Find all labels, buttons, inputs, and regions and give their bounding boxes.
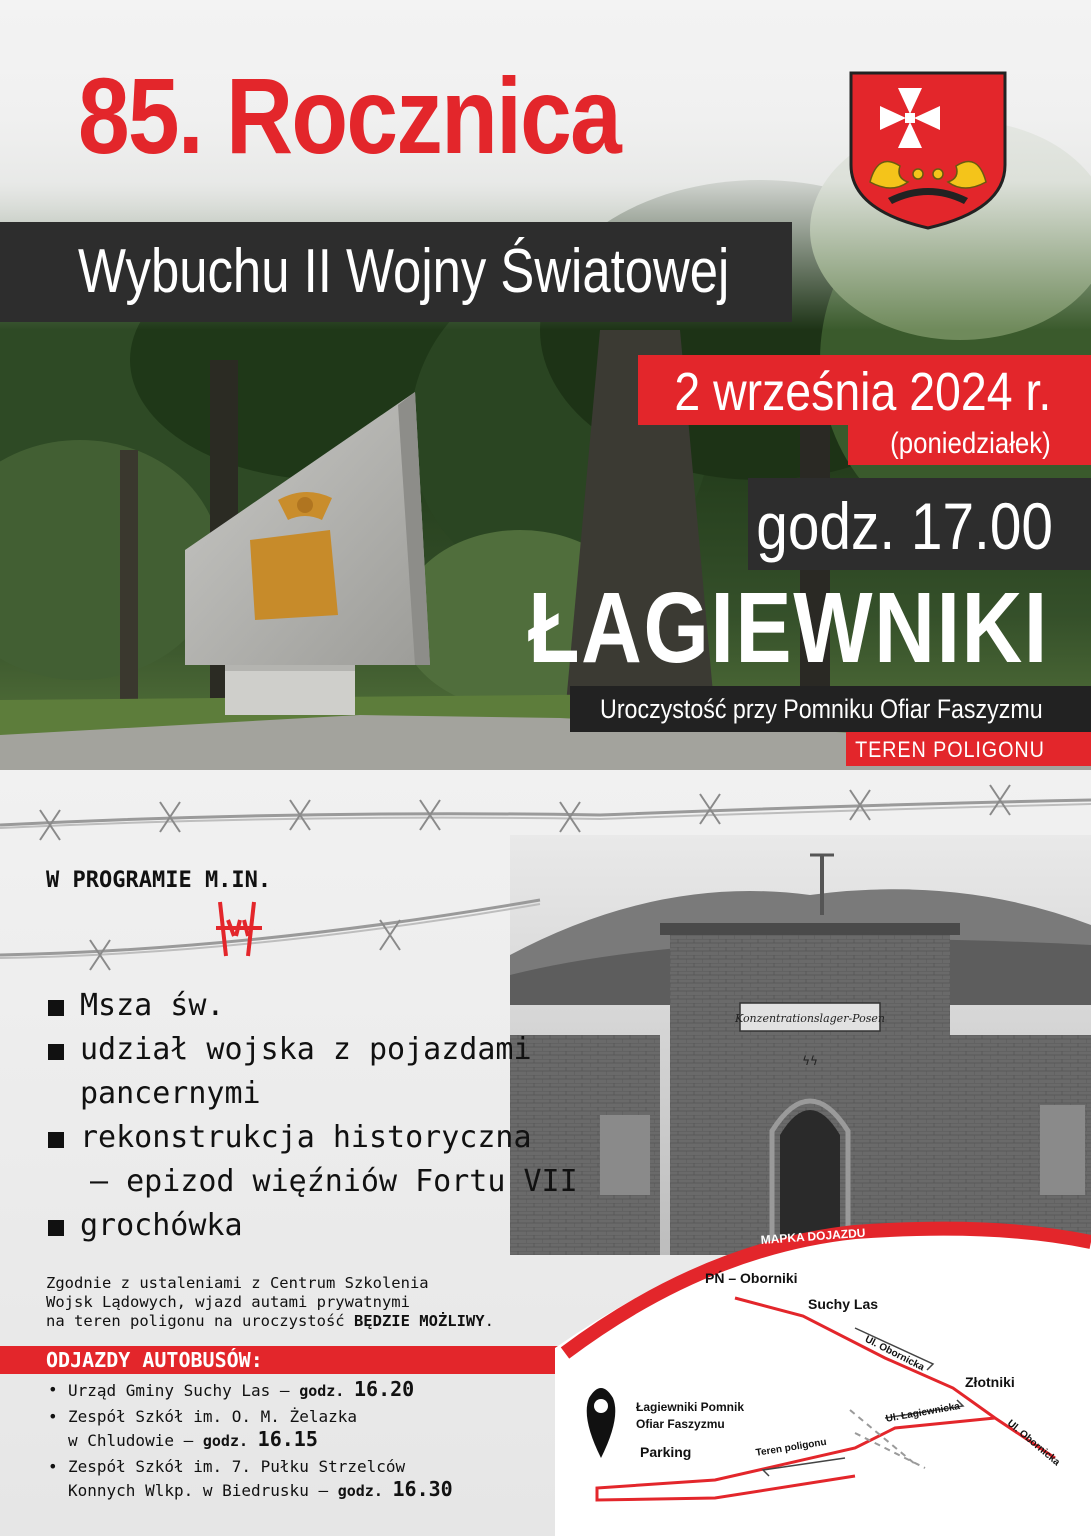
bus-item: • Urząd Gminy Suchy Las – godz. 16.20: [46, 1378, 453, 1403]
map-label-teren-poligonu: Teren poligonu: [755, 1436, 828, 1459]
program-item-text: udział wojska z pojazdami: [80, 1032, 532, 1067]
access-note: Zgodnie z ustaleniami z Centrum Szkolenia Wojsk Lądowych, wjazd autami prywatnymi na teren poligonu na uroczystość BĘDZIE MOŻLIWY.: [46, 1274, 494, 1330]
event-weekday: (poniedziałek): [890, 427, 1051, 460]
place-subtitle-band: [570, 686, 1091, 732]
weekday-box: [848, 425, 1091, 465]
map-label-ul-obornicka-2: Ul. Obornicka: [1004, 1418, 1062, 1469]
map-label-pn-oborniki: PŃ – Oborniki: [705, 1270, 798, 1286]
program-item: [48, 1204, 578, 1248]
map-label-zlotniki: Złotniki: [965, 1374, 1015, 1390]
map-label-ul-obornicka: Ul. Obornicka: [863, 1334, 926, 1374]
program-list: [48, 984, 578, 1248]
bus-list: [46, 1378, 453, 1505]
program-item-text-cont: – epizod więźniów Fortu VII: [90, 1164, 578, 1199]
bus-title-band: [0, 1346, 560, 1374]
program-item: [48, 1116, 578, 1204]
event-date: 2 września 2024 r.: [674, 362, 1051, 422]
coat-of-arms-icon: [848, 70, 1008, 230]
map-label-ul-lagiewnicka: Ul. Łagiewnicka: [885, 1400, 961, 1425]
place-subtitle: Uroczystość przy Pomniku Ofiar Faszyzmu: [600, 694, 1043, 724]
date-box: [638, 355, 1091, 425]
area-label: TEREN POLIGONU: [855, 737, 1045, 762]
anniversary-title: 85. Rocznica: [78, 55, 621, 176]
subtitle: Wybuchu II Wojny Światowej: [78, 237, 730, 306]
map-label-pomnik-2: Ofiar Faszyzmu: [636, 1417, 725, 1431]
map-title: MAPKA DOJAZDU: [760, 1225, 866, 1247]
subtitle-band: [0, 222, 792, 322]
program-item: [48, 1028, 578, 1116]
map-label-pomnik: Łagiewniki Pomnik: [636, 1400, 745, 1414]
event-place: ŁAGIEWNIKI: [528, 572, 1049, 684]
time-box: [748, 478, 1091, 570]
map-label-suchy-las: Suchy Las: [808, 1296, 879, 1312]
program-title: W PROGRAMIE M.IN.: [46, 868, 272, 893]
program-item-text: grochówka: [80, 1208, 243, 1243]
barbed-wire-icon: [214, 898, 264, 960]
program-item: [48, 984, 578, 1028]
program-item-text: Msza św.: [80, 988, 225, 1023]
area-badge: [846, 732, 1091, 766]
program-item-text-cont: pancernymi: [80, 1076, 261, 1111]
map-label-parking: Parking: [640, 1444, 692, 1460]
bus-item: • Zespół Szkół im. O. M. Żelazka w Chludowie – godz. 16.15: [46, 1405, 453, 1453]
bus-title: ODJAZDY AUTOBUSÓW:: [46, 1348, 263, 1372]
bus-item: • Zespół Szkół im. 7. Pułku Strzelców Konnych Wlkp. w Biedrusku – godz. 16.30: [46, 1455, 453, 1503]
svg-text:ϟϟ: ϟϟ: [802, 1054, 818, 1068]
fort-sign-text: Konzentrationslager-Posen: [735, 1012, 885, 1025]
program-item-text: rekonstrukcja historyczna: [80, 1120, 532, 1155]
event-time: godz. 17.00: [756, 489, 1053, 563]
